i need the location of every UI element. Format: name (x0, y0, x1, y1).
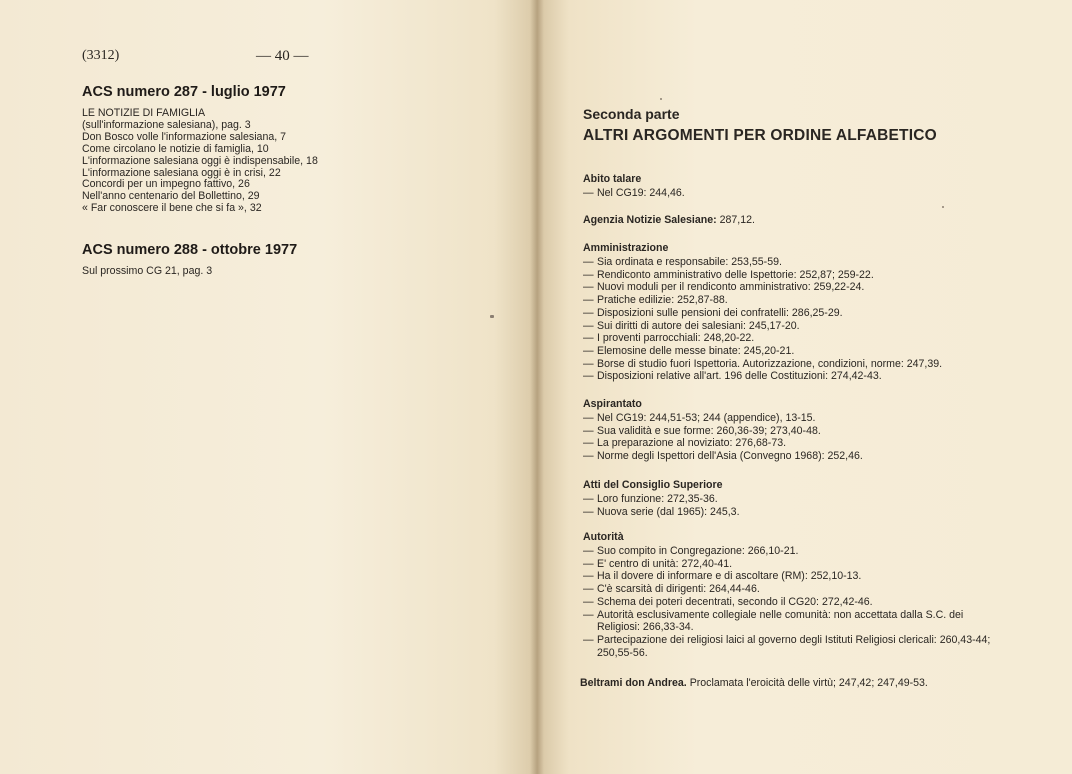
topic-item: — Elemosine delle messe binate: 245,20-21. (583, 344, 795, 357)
topic-aspirantato (583, 398, 993, 463)
book-gutter (530, 0, 544, 774)
topic-item: — Disposizioni relative all'art. 196 delle Costituzioni: 274,42-43. (583, 370, 882, 383)
contents-line: Nell'anno centenario del Bollettino, 29 (82, 190, 260, 203)
page-code: (3312) (82, 48, 120, 63)
topic-item: — La preparazione al noviziato: 276,68-73. (583, 437, 787, 450)
topic-agenzia (583, 214, 993, 226)
topic-item: — C'è scarsità di dirigenti: 264,44-46. (583, 583, 760, 596)
topic-atti-consiglio (583, 479, 993, 518)
topic-item: — Nuovi moduli per il rendiconto amministrativo: 259,22-24. (583, 281, 865, 294)
topic-item: — Ha il dovere di informare e di ascoltare (RM): 252,10-13. (583, 570, 862, 583)
topic-item: — Nuova serie (dal 1965): 245,3. (583, 505, 740, 518)
page-number: — 40 — (256, 48, 309, 64)
topic-item: — Sui diritti di autore dei salesiani: 245,17-20. (583, 319, 800, 332)
contents-line: Don Bosco volle l'informazione salesiana, 7 (82, 130, 287, 143)
topic-title: Aspirantato (583, 398, 642, 410)
topic-title: Amministrazione (583, 242, 669, 254)
contents-line: Sul prossimo CG 21, pag. 3 (82, 265, 213, 277)
contents-line: LE NOTIZIE DI FAMIGLIA (82, 107, 206, 119)
topic-amministrazione (583, 242, 993, 383)
topic-item: — Sia ordinata e responsabile: 253,55-59. (583, 256, 782, 268)
topic-item: — Disposizioni sulle pensioni dei confratelli: 286,25-29. (583, 306, 843, 319)
contents-line: L'informazione salesiana oggi è in crisi, 22 (82, 166, 281, 179)
topic-autorita (583, 531, 993, 659)
issue-288 (82, 242, 297, 278)
paper-speck (660, 98, 662, 100)
issue-title: ACS numero 288 - ottobre 1977 (82, 242, 298, 258)
issue-title: ACS numero 287 - luglio 1977 (82, 84, 286, 100)
topic-item: — Borse di studio fuori Ispettoria. Autorizzazione, condizioni, norme: 247,39. (583, 357, 943, 370)
topic-item: — Autorità esclusivamente collegiale nelle comunità: non accettata dalla S.C. dei Religiosi: 266,33-34. (583, 608, 964, 634)
topic-item: — Norme degli Ispettori dell'Asia (Convegno 1968): 252,46. (583, 450, 863, 463)
topic-title: Agenzia Notizie Salesiane: (583, 214, 717, 226)
contents-line: Concordi per un impegno fattivo, 26 (82, 178, 250, 191)
topic-beltrami (580, 677, 990, 689)
issue-287 (82, 84, 318, 215)
contents-line: « Far conoscere il bene che si fa », 32 (82, 202, 262, 215)
topic-text: Proclamata l'eroicità delle virtù; 247,42; 247,49-53. (686, 677, 928, 689)
topic-abito-talare (583, 173, 993, 200)
contents-line: L'informazione salesiana oggi è indispensabile, 18 (82, 154, 318, 167)
topic-item: — Schema dei poteri decentrati, secondo il CG20: 272,42-46. (583, 595, 873, 608)
topic-title: Atti del Consiglio Superiore (583, 479, 723, 491)
topic-item: — Nel CG19: 244,51-53; 244 (appendice), 13-15. (583, 412, 816, 424)
contents-line: Come circolano le notizie di famiglia, 10 (82, 142, 269, 155)
topic-item: — I proventi parrocchiali: 248,20-22. (583, 332, 755, 345)
topic-item: — Partecipazione dei religiosi laici al governo degli Istituti Religiosi clericali: 260,43-44; 250,55-56. (583, 633, 991, 659)
topic-item: — Nel CG19: 244,46. (583, 187, 685, 199)
contents-line: (sull'informazione salesiana), pag. 3 (82, 118, 251, 131)
topic-text: 287,12. (716, 214, 755, 226)
topic-item: — Pratiche edilizie: 252,87-88. (583, 294, 728, 307)
topic-item: — Sua validità e sue forme: 260,36-39; 273,40-48. (583, 424, 821, 437)
section-subtitle: Seconda parte (583, 106, 680, 122)
page-header (82, 48, 342, 70)
section-title: ALTRI ARGOMENTI PER ORDINE ALFABETICO (583, 127, 937, 144)
paper-speck (942, 206, 944, 208)
topic-title: Autorità (583, 531, 624, 543)
issue-contents (82, 266, 297, 278)
issue-contents (82, 108, 318, 215)
topic-title: Abito talare (583, 173, 642, 185)
section-heading (583, 106, 937, 145)
topic-item: — Suo compito in Congregazione: 266,10-21. (583, 545, 799, 557)
topic-item: — E' centro di unità: 272,40-41. (583, 557, 733, 570)
topic-title: Beltrami don Andrea. (580, 677, 687, 689)
topic-item: — Loro funzione: 272,35-36. (583, 493, 718, 505)
topic-item: — Rendiconto amministrativo delle Ispettorie: 252,87; 259-22. (583, 268, 874, 281)
paper-speck (490, 315, 494, 318)
